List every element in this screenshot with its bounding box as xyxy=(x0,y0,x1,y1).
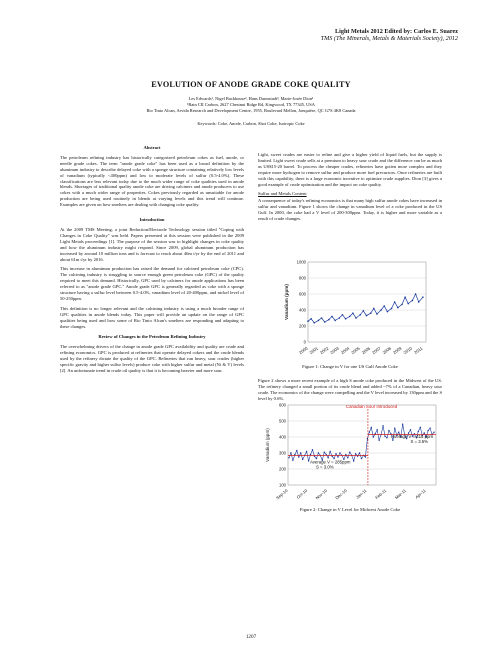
x-tick-label: 2003 xyxy=(329,345,340,356)
data-point xyxy=(369,432,370,433)
data-point xyxy=(292,460,293,461)
x-tick-label: 2004 xyxy=(339,345,351,356)
data-point xyxy=(386,437,387,438)
sulfur-metals-paragraph: A consequence of today's refining economics is that many high sulfur anode cokes have increased in sulfur and vanadium. Figure 1 shows the change in vanadium level of a coke produced in the US Gulf. In 2000, the coke had a V level of 200-300ppm. Today, it is higher and more variable as a result of crude changes. xyxy=(258,198,442,222)
data-point xyxy=(318,452,319,453)
data-point xyxy=(353,460,354,461)
y-axis-label: Vanadium (ppm) xyxy=(265,428,270,462)
data-point xyxy=(328,319,330,321)
data-point xyxy=(359,314,361,316)
plot-area xyxy=(308,262,426,342)
figure-2-caption: Figure 2: Change in V Level for Midwest Anode Coke xyxy=(299,507,401,512)
data-point xyxy=(422,296,424,298)
plot-area xyxy=(288,405,436,485)
data-point xyxy=(373,436,374,437)
figure-1-caption: Figure 1: Change in V for one US Gulf Anode Coke xyxy=(302,364,398,369)
x-tick-label: Apr-11 xyxy=(414,487,427,500)
data-point xyxy=(300,452,301,453)
data-point xyxy=(349,316,351,318)
header-line2: TMS (The Minerals, Metals & Materials Society), 2012 xyxy=(320,35,458,43)
x-tick-label: Nov-10 xyxy=(314,487,329,501)
data-point xyxy=(366,315,368,317)
x-tick-label: 2007 xyxy=(371,345,382,356)
data-point xyxy=(345,318,347,320)
data-point xyxy=(310,318,312,320)
data-point xyxy=(307,320,309,322)
abstract-heading: Abstract xyxy=(143,145,161,150)
data-point xyxy=(324,321,326,323)
average-annotation: Average V = 415 ppm xyxy=(391,433,433,439)
data-point xyxy=(418,431,419,432)
data-point xyxy=(298,456,299,457)
sulfur-metals-heading: Sulfur and Metals Content xyxy=(258,191,307,197)
right-column xyxy=(258,152,442,226)
x-tick-label: Mar-11 xyxy=(393,487,408,501)
data-point xyxy=(373,308,375,310)
keywords: Keywords: Coke, Anode, Carbon, Shot Coke, Isotropic Coke xyxy=(197,121,305,126)
data-point xyxy=(371,427,372,428)
data-point xyxy=(412,300,414,302)
page-number: 1207 xyxy=(245,634,257,640)
data-point xyxy=(433,432,434,433)
data-point xyxy=(335,453,336,454)
x-tick-label: Dec-10 xyxy=(334,487,348,501)
x-tick-label: 2010 xyxy=(402,345,413,356)
y-tick-label: 400 xyxy=(279,434,286,440)
data-point xyxy=(327,457,328,458)
y-tick-label: 600 xyxy=(279,402,286,408)
x-tick-label: Oct-10 xyxy=(295,487,309,500)
data-point xyxy=(355,317,357,319)
intro-paragraph-1: At the 2009 TMS Meeting, a joint Reduction/Electrode Technology session titled "Coping with Changes in Coke Quality" was held. Papers presented at this session were published in the 2009 Light Metals proceedings [1]. The purpose of the session was to highlight changes in coke quality and how the aluminum industry might respond. Since 2009, global aluminum production has increased by around 10 million tons and is forecast to reach about 46m t/yr by the end of 2011 and about 61m t/yr by 2016. xyxy=(60,226,244,262)
data-point xyxy=(397,307,399,309)
data-point xyxy=(392,440,393,441)
affiliation-2: Rio Tinto Alcan, Arvida Research and Development Centre, 1955, Boulevard Mellon, Jonquière, QC G7S 4K8 Canada xyxy=(146,108,356,113)
introduction-heading: Introduction xyxy=(139,217,165,223)
left-column xyxy=(60,140,244,378)
data-point xyxy=(313,322,315,324)
y-tick-label: 600 xyxy=(299,291,306,297)
x-tick-label: 2006 xyxy=(360,345,372,356)
data-point xyxy=(312,449,313,450)
x-tick-label: 2002 xyxy=(318,345,330,356)
data-point xyxy=(388,430,389,431)
data-point xyxy=(347,457,348,458)
data-point xyxy=(404,296,406,298)
x-tick-label: Feb-11 xyxy=(374,487,388,501)
data-point xyxy=(415,293,417,295)
average-annotation: Average V = 285ppm xyxy=(310,459,351,465)
x-tick-label: 2000 xyxy=(298,345,309,356)
x-tick-label: 2005 xyxy=(350,345,361,356)
data-point xyxy=(380,309,382,311)
data-point xyxy=(339,317,341,319)
data-point xyxy=(382,425,383,426)
data-point xyxy=(384,436,385,437)
data-point xyxy=(394,428,395,429)
data-point xyxy=(370,312,372,314)
data-point xyxy=(398,432,399,433)
data-point xyxy=(402,424,403,425)
y-tick-label: 1000 xyxy=(296,259,306,265)
data-point xyxy=(352,312,354,314)
data-point xyxy=(394,301,396,303)
data-point xyxy=(387,311,389,313)
x-tick-label: 2008 xyxy=(381,345,393,356)
running-header xyxy=(321,28,458,43)
event-annotation: Canadian Sour Introduced xyxy=(345,404,398,409)
x-tick-label: Sep-10 xyxy=(275,487,289,501)
y-tick-label: 100 xyxy=(279,482,286,488)
right-paragraph-2: Figure 2 shows a more recent example of a high S anode coke produced in the Midwest of the US. The refinery changed a small portion of its crude blend and added ~7% of a Canadian, heavy sour crude. The economics of the change were compelling and the V level increased by 130ppm and the S level by 0.6%. xyxy=(258,378,442,401)
y-tick-label: 200 xyxy=(299,323,306,329)
header-line1: Light Metals 2012 Edited by: Carlos E. Suarez xyxy=(335,28,458,35)
data-point xyxy=(321,317,323,319)
data-point xyxy=(290,452,291,453)
data-point xyxy=(359,452,360,453)
x-tick-label: Jan-11 xyxy=(354,487,368,500)
data-point xyxy=(288,457,289,458)
data-point xyxy=(306,451,307,452)
author-list: Les Edwards¹, Nigel Backhouse², Hans Darmstadt³, Marie-Josée Dion³ xyxy=(188,96,314,101)
data-point xyxy=(401,304,403,306)
data-point xyxy=(407,303,409,305)
data-point xyxy=(391,308,393,310)
data-point xyxy=(420,427,421,428)
figure-2-chart xyxy=(262,399,442,507)
data-point xyxy=(410,429,411,430)
right-paragraph-1: Light, sweet crudes are easier to refine and give a higher yield of liquid fuels, but the supply is limited. Light sweet crude sells at a premium to heavy sour crude and the difference can be as much as US$15-20 barrel. To process the cheaper crudes, refineries have gotten more complex and they require more hydrogen to remove sulfur and produce more fuel precursors. Once refineries are built with this capability, there is a large economic incentive to optimize crude supplies. Dion [3] gives a good example of crude optimization and the impact on coke quality. xyxy=(258,152,442,187)
data-point xyxy=(342,314,344,316)
x-tick-label: 2009 xyxy=(392,345,403,356)
data-point xyxy=(355,453,356,454)
y-tick-label: 200 xyxy=(279,466,286,472)
review-heading: Review of Changes in the Petroleum Refining Industry xyxy=(98,334,206,340)
intro-paragraph-3: This definition is no longer relevant and the calcining industry is using a much broader range of GPC qualities in anode blends today. This paper will provide an update on the range of GPC qualities being used and how some of Rio Tinto Alcan's smelters are responding and adapting to these changes. xyxy=(60,305,244,329)
data-point xyxy=(383,305,385,307)
data-point xyxy=(318,320,320,322)
data-point xyxy=(427,430,428,431)
figure-1-chart xyxy=(282,257,432,363)
paper-title: EVOLUTION OF ANODE GRADE COKE QUALITY xyxy=(151,80,351,89)
y-tick-label: 500 xyxy=(279,418,286,424)
x-tick-label: 2011 xyxy=(413,345,424,355)
data-point xyxy=(376,313,378,315)
data-point xyxy=(378,440,379,441)
y-tick-label: 0 xyxy=(303,339,306,345)
data-point xyxy=(361,458,362,459)
intro-paragraph-2: This increase in aluminum production has raised the demand for calcined petroleum coke (CPC). The calcining industry is struggling to source enough green petroleum coke (GPC) of the quality required to meet this demand. Historically, GPC used by calciners for anode applications has been referred to as "anode grade GPC." Anode grade GPC is generally regarded as coke with a sponge structure having a sulfur level between 0.5-4.0%, vanadium level of 20-400ppm, and nickel level of 50-250ppm. xyxy=(60,266,244,301)
data-point xyxy=(329,451,330,452)
review-paragraph: The overwhelming drivers of the change in anode grade GPC availability and quality are crude and refining economics. GPC is produced at refineries that operate delayed cokers and the crude blends used by the refinery dictate the quality of the GPC. Refineries that run heavy, sour crudes (higher specific gravity and higher sulfur levels) produce coke with higher sulfur and metal (Ni & V) levels [2]. An unfortunate trend in crude oil quality is that it is becoming heavier and more sour. xyxy=(60,344,244,373)
data-point xyxy=(334,320,336,322)
data-point xyxy=(349,452,350,453)
y-tick-label: 800 xyxy=(299,275,306,281)
data-point xyxy=(339,452,340,453)
affiliation-1: ¹Rain CII Carbon, 2627 Chestnut Ridge Rd, Kingwood, TX 77345, USA xyxy=(187,102,315,107)
data-point xyxy=(376,429,377,430)
y-axis-label: Vanadium (ppm) xyxy=(284,284,289,320)
sulfur-annotation: S = 3.0% xyxy=(316,464,334,470)
data-point xyxy=(337,456,338,457)
y-tick-label: 300 xyxy=(279,450,286,456)
data-point xyxy=(429,428,430,429)
abstract-text: The petroleum refining industry has historically categorized petroleum cokes as fuel, anode, or needle grade cokes. The term "anode grade coke" has been used as a broad definition by the aluminum industry to describe delayed coke with a sponge structure containing relatively low levels of vanadium (typically <400ppm) and low to moderate levels of sulfur (0.5-4.0%). These classifications are less relevant today due to the much wider range of coke qualities used in anode blends. Shortages of traditional quality anode coke are driving calciners and anode producers to use cokes with a much wider range of properties. Cokes previously regarded as unsuitable for anode production are being used routinely in blends at varying levels and this trend will continue. Examples are given on how smelters are dealing with changing coke quality. xyxy=(60,154,244,208)
data-point xyxy=(324,452,325,453)
y-tick-label: 400 xyxy=(299,307,306,313)
data-point xyxy=(302,459,303,460)
data-point xyxy=(331,316,333,318)
data-point xyxy=(363,310,365,312)
data-point xyxy=(418,301,420,303)
data-point xyxy=(365,456,366,457)
x-tick-label: 2001 xyxy=(308,345,320,356)
sulfur-annotation: S = 3.6% xyxy=(410,438,428,444)
data-point xyxy=(296,450,297,451)
